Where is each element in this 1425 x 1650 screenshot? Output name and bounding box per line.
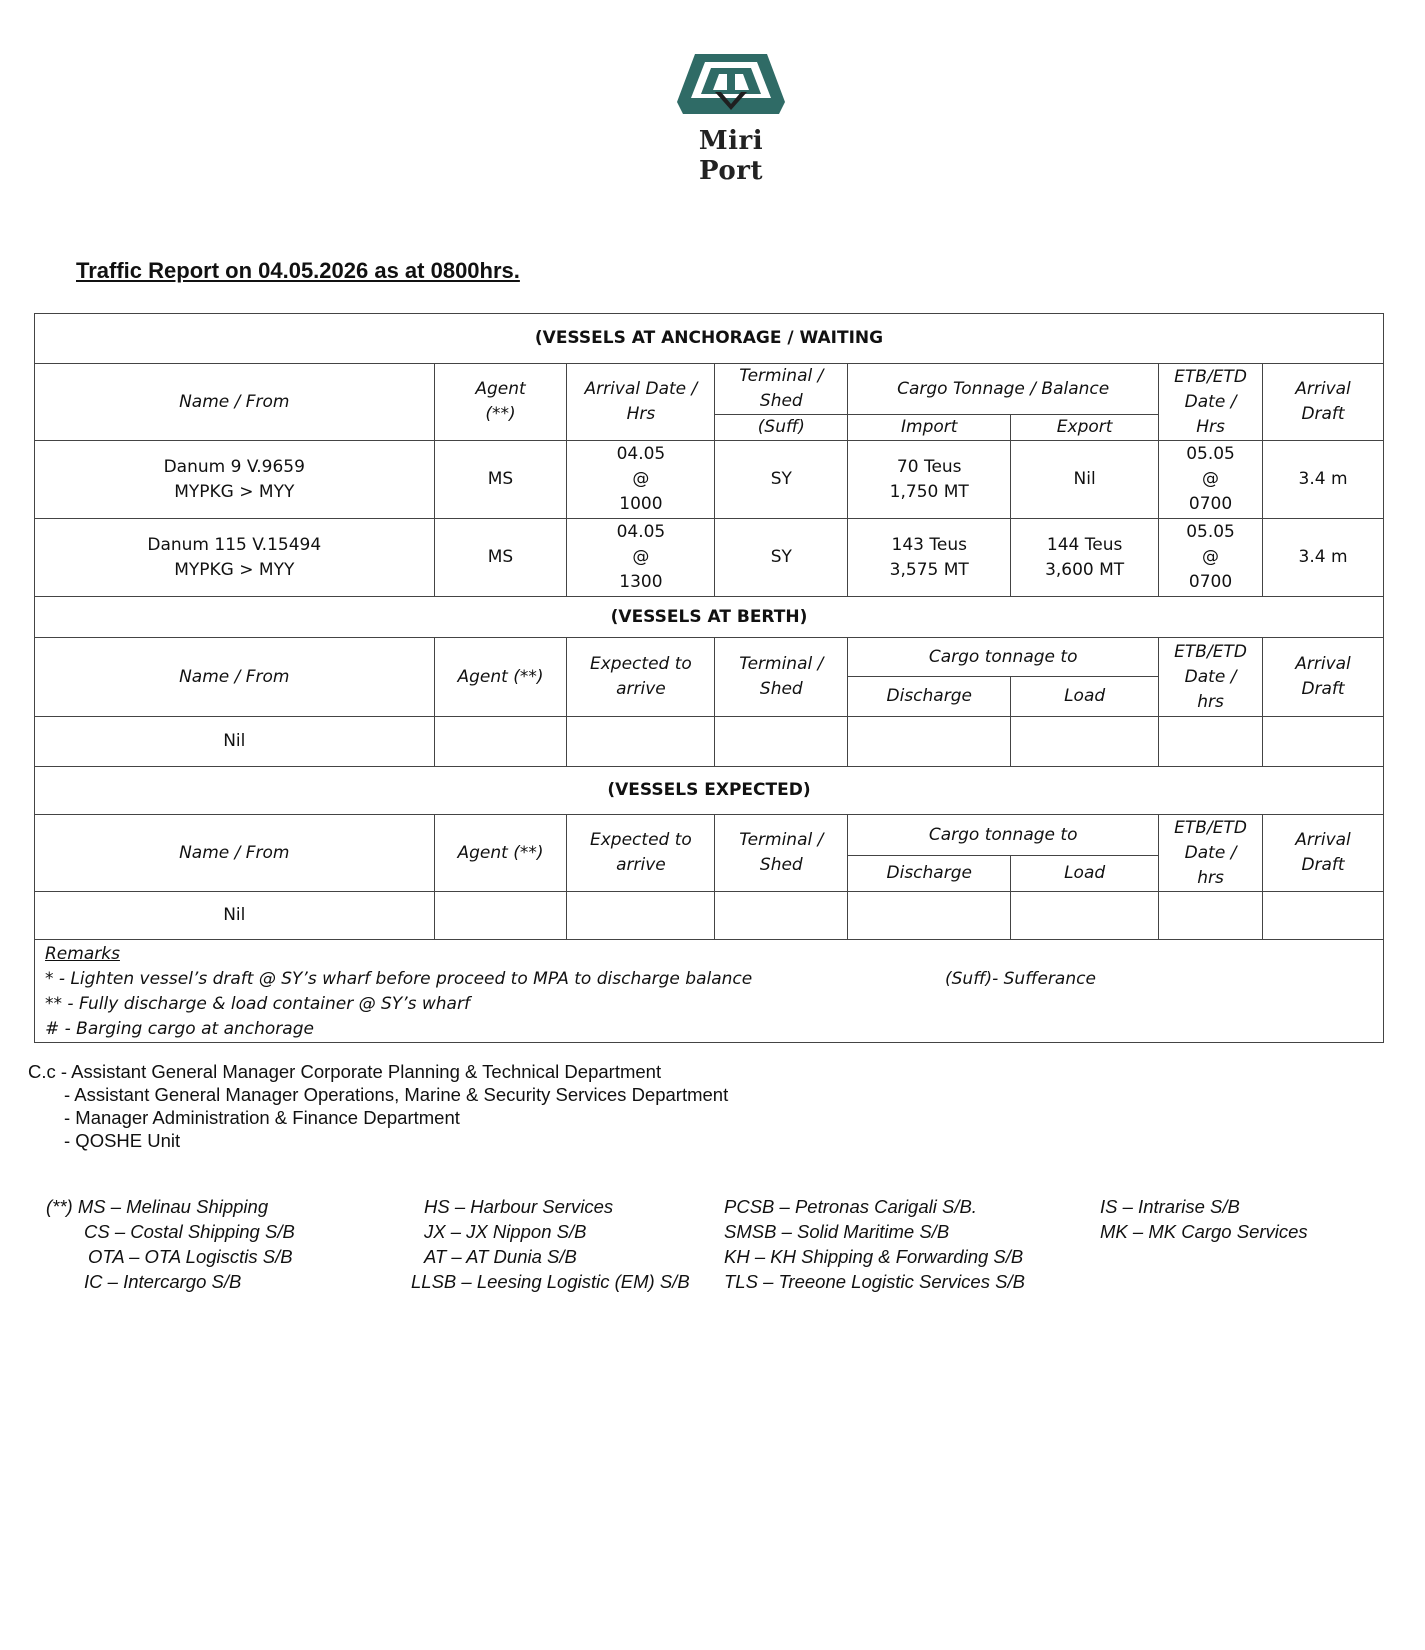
vessel-terminal: SY (715, 519, 848, 597)
vessel-route: MYPKG > MYY (174, 481, 295, 502)
header-draft-line1: Arrival (1295, 654, 1351, 674)
header-arrival-line2: Hrs (626, 404, 656, 424)
header-expected (567, 815, 715, 892)
import-mt: 1,750 MT (889, 481, 969, 502)
header-draft-line1: Arrival (1295, 379, 1351, 399)
header-import: Import (848, 415, 1011, 441)
header-arrival-draft (1263, 815, 1384, 892)
vessel-draft: 3.4 m (1263, 441, 1384, 519)
header-name-from: Name / From (35, 815, 435, 892)
header-etb-etd (1159, 364, 1263, 441)
logo-emblem-icon (675, 52, 787, 124)
etb-hrs: 0700 (1188, 494, 1233, 514)
header-etb-line2: Date / (1184, 391, 1237, 412)
header-agent-line2: (**) (485, 404, 516, 424)
arrival-hrs: 1000 (619, 494, 663, 514)
header-etb-line3: hrs (1197, 867, 1224, 888)
legend-item: KH – KH Shipping & Forwarding S/B (724, 1246, 1024, 1267)
vessel-import (848, 519, 1011, 597)
table-row (35, 441, 1384, 519)
header-agent: Agent (**) (434, 815, 567, 892)
header-agent (434, 364, 567, 441)
header-expected-line1: Expected to (590, 830, 692, 850)
etb-at: @ (1202, 547, 1220, 567)
header-terminal-line1: Terminal / (739, 654, 824, 674)
header-arrival (567, 364, 715, 441)
header-terminal-line2: Shed (759, 679, 803, 699)
header-terminal-line1: Terminal / (739, 830, 824, 850)
header-terminal-line2: Shed (759, 855, 803, 875)
header-etb-line3: Hrs (1196, 416, 1225, 437)
logo-text: Miri Port (698, 126, 764, 186)
legend-item: MK – MK Cargo Services (1100, 1221, 1308, 1242)
header-etb-line1: ETB/ETD (1174, 641, 1247, 662)
header-etb-line2: Date / (1184, 666, 1237, 687)
vessel-export (1011, 519, 1159, 597)
import-teus: 70 Teus (896, 456, 962, 477)
vessel-draft: 3.4 m (1263, 519, 1384, 597)
header-terminal-line1: Terminal / (739, 366, 824, 386)
legend-item: IS – Intrarise S/B (1100, 1196, 1240, 1217)
header-cargo-tonnage: Cargo Tonnage / Balance (848, 364, 1159, 415)
header-etb-etd (1159, 638, 1263, 717)
etb-at: @ (1202, 469, 1220, 489)
legend-item: LLSB – Leesing Logistic (EM) S/B (411, 1271, 690, 1292)
legend-item: OTA – OTA Logisctis S/B (88, 1246, 293, 1267)
remarks-title: Remarks (45, 944, 120, 964)
header-terminal (715, 638, 848, 717)
arrival-at: @ (632, 547, 650, 567)
header-export: Export (1011, 415, 1159, 441)
legend-item: PCSB – Petronas Carigali S/B. (724, 1196, 977, 1217)
remarks-line-1-text: * - Lighten vessel’s draft @ SY’s wharf before proceed to MPA to discharge balance (45, 969, 753, 989)
remarks-section (35, 940, 1384, 1043)
legend-item: IC – Intercargo S/B (84, 1271, 242, 1292)
remarks-line-1 (45, 967, 1373, 992)
header-terminal-suff: (Suff) (715, 415, 848, 441)
header-expected-line2: arrive (616, 679, 666, 699)
table-row (35, 717, 1384, 767)
expected-row-name: Nil (35, 892, 435, 940)
header-discharge: Discharge (848, 677, 1011, 717)
header-name-from: Name / From (35, 638, 435, 717)
header-draft-line2: Draft (1301, 679, 1345, 699)
vessel-name: Danum 9 V.9659 (163, 456, 305, 477)
cc-line-2: - Assistant General Manager Operations, Marine & Security Services Department (64, 1084, 729, 1105)
header-expected-line1: Expected to (590, 654, 692, 674)
legend-item: TLS – Treeone Logistic Services S/B (724, 1271, 1025, 1292)
cc-line-1: C.c - Assistant General Manager Corporate Planning & Technical Department (28, 1061, 662, 1082)
cc-line-4: - QOSHE Unit (64, 1130, 181, 1151)
header-terminal (715, 815, 848, 892)
remarks-line-2: ** - Fully discharge & load container @ SY’s wharf (45, 994, 470, 1014)
expected-section-title: (VESSELS EXPECTED) (35, 767, 1384, 815)
etb-date: 05.05 (1186, 522, 1235, 542)
import-teus: 143 Teus (891, 534, 967, 555)
vessel-agent: MS (434, 519, 567, 597)
vessel-etb (1159, 441, 1263, 519)
vessel-etb (1159, 519, 1263, 597)
traffic-report-table (34, 313, 1384, 1043)
header-name-from: Name / From (35, 364, 435, 441)
legend-item: HS – Harbour Services (424, 1196, 614, 1217)
vessel-export: Nil (1011, 441, 1159, 519)
vessel-name-from (35, 519, 435, 597)
legend-item: JX – JX Nippon S/B (424, 1221, 587, 1242)
legend-item: AT – AT Dunia S/B (424, 1246, 577, 1267)
etb-date: 05.05 (1186, 444, 1235, 464)
export-teus: 144 Teus (1046, 534, 1123, 555)
vessel-import (848, 441, 1011, 519)
header-terminal (715, 364, 848, 415)
header-load: Load (1011, 677, 1159, 717)
header-etb-line1: ETB/ETD (1174, 817, 1247, 838)
header-agent: Agent (**) (434, 638, 567, 717)
header-arrival-line1: Arrival Date / (584, 379, 698, 399)
table-row (35, 519, 1384, 597)
header-arrival-draft (1263, 638, 1384, 717)
etb-hrs: 0700 (1188, 572, 1233, 592)
report-title: Traffic Report on 04.05.2026 as at 0800hrs. (76, 258, 520, 283)
berth-row-name: Nil (35, 717, 435, 767)
miri-port-logo (666, 52, 796, 186)
header-discharge: Discharge (848, 856, 1011, 892)
cc-list (28, 1060, 728, 1152)
vessel-route: MYPKG > MYY (174, 559, 295, 580)
header-arrival-draft (1263, 364, 1384, 441)
remarks-line-3: # - Barging cargo at anchorage (45, 1019, 314, 1039)
arrival-hrs: 1300 (619, 572, 663, 592)
header-expected-line2: arrive (616, 855, 666, 875)
berth-section-title: (VESSELS AT BERTH) (35, 597, 1384, 638)
header-agent-line1: Agent (475, 379, 526, 399)
legend-item: CS – Costal Shipping S/B (84, 1221, 295, 1242)
suff-note: (Suff)- Sufferance (945, 969, 1096, 989)
cc-line-3: - Manager Administration & Finance Department (64, 1107, 460, 1128)
header-draft-line2: Draft (1301, 855, 1345, 875)
arrival-at: @ (632, 469, 650, 489)
header-terminal-line2: Shed (759, 391, 803, 411)
anchorage-section-title: (VESSELS AT ANCHORAGE / WAITING (35, 314, 1384, 364)
header-load: Load (1011, 856, 1159, 892)
vessel-terminal: SY (715, 441, 848, 519)
header-expected (567, 638, 715, 717)
vessel-name-from (35, 441, 435, 519)
header-draft-line1: Arrival (1295, 830, 1351, 850)
header-etb-line1: ETB/ETD (1174, 366, 1247, 387)
header-cargo-tonnage: Cargo tonnage to (848, 815, 1159, 856)
legend-item: SMSB – Solid Maritime S/B (724, 1221, 950, 1242)
export-mt: 3,600 MT (1045, 559, 1125, 580)
vessel-name: Danum 115 V.15494 (147, 534, 322, 555)
header-etb-etd (1159, 815, 1263, 892)
vessel-arrival (567, 441, 715, 519)
header-etb-line3: hrs (1197, 691, 1224, 712)
table-row (35, 892, 1384, 940)
arrival-date: 04.05 (616, 444, 666, 464)
header-cargo-tonnage: Cargo tonnage to (848, 638, 1159, 677)
vessel-agent: MS (434, 441, 567, 519)
arrival-date: 04.05 (616, 522, 666, 542)
header-etb-line2: Date / (1184, 842, 1237, 863)
legend-item: (**) MS – Melinau Shipping (46, 1196, 269, 1217)
header-draft-line2: Draft (1301, 404, 1345, 424)
import-mt: 3,575 MT (889, 559, 969, 580)
vessel-arrival (567, 519, 715, 597)
